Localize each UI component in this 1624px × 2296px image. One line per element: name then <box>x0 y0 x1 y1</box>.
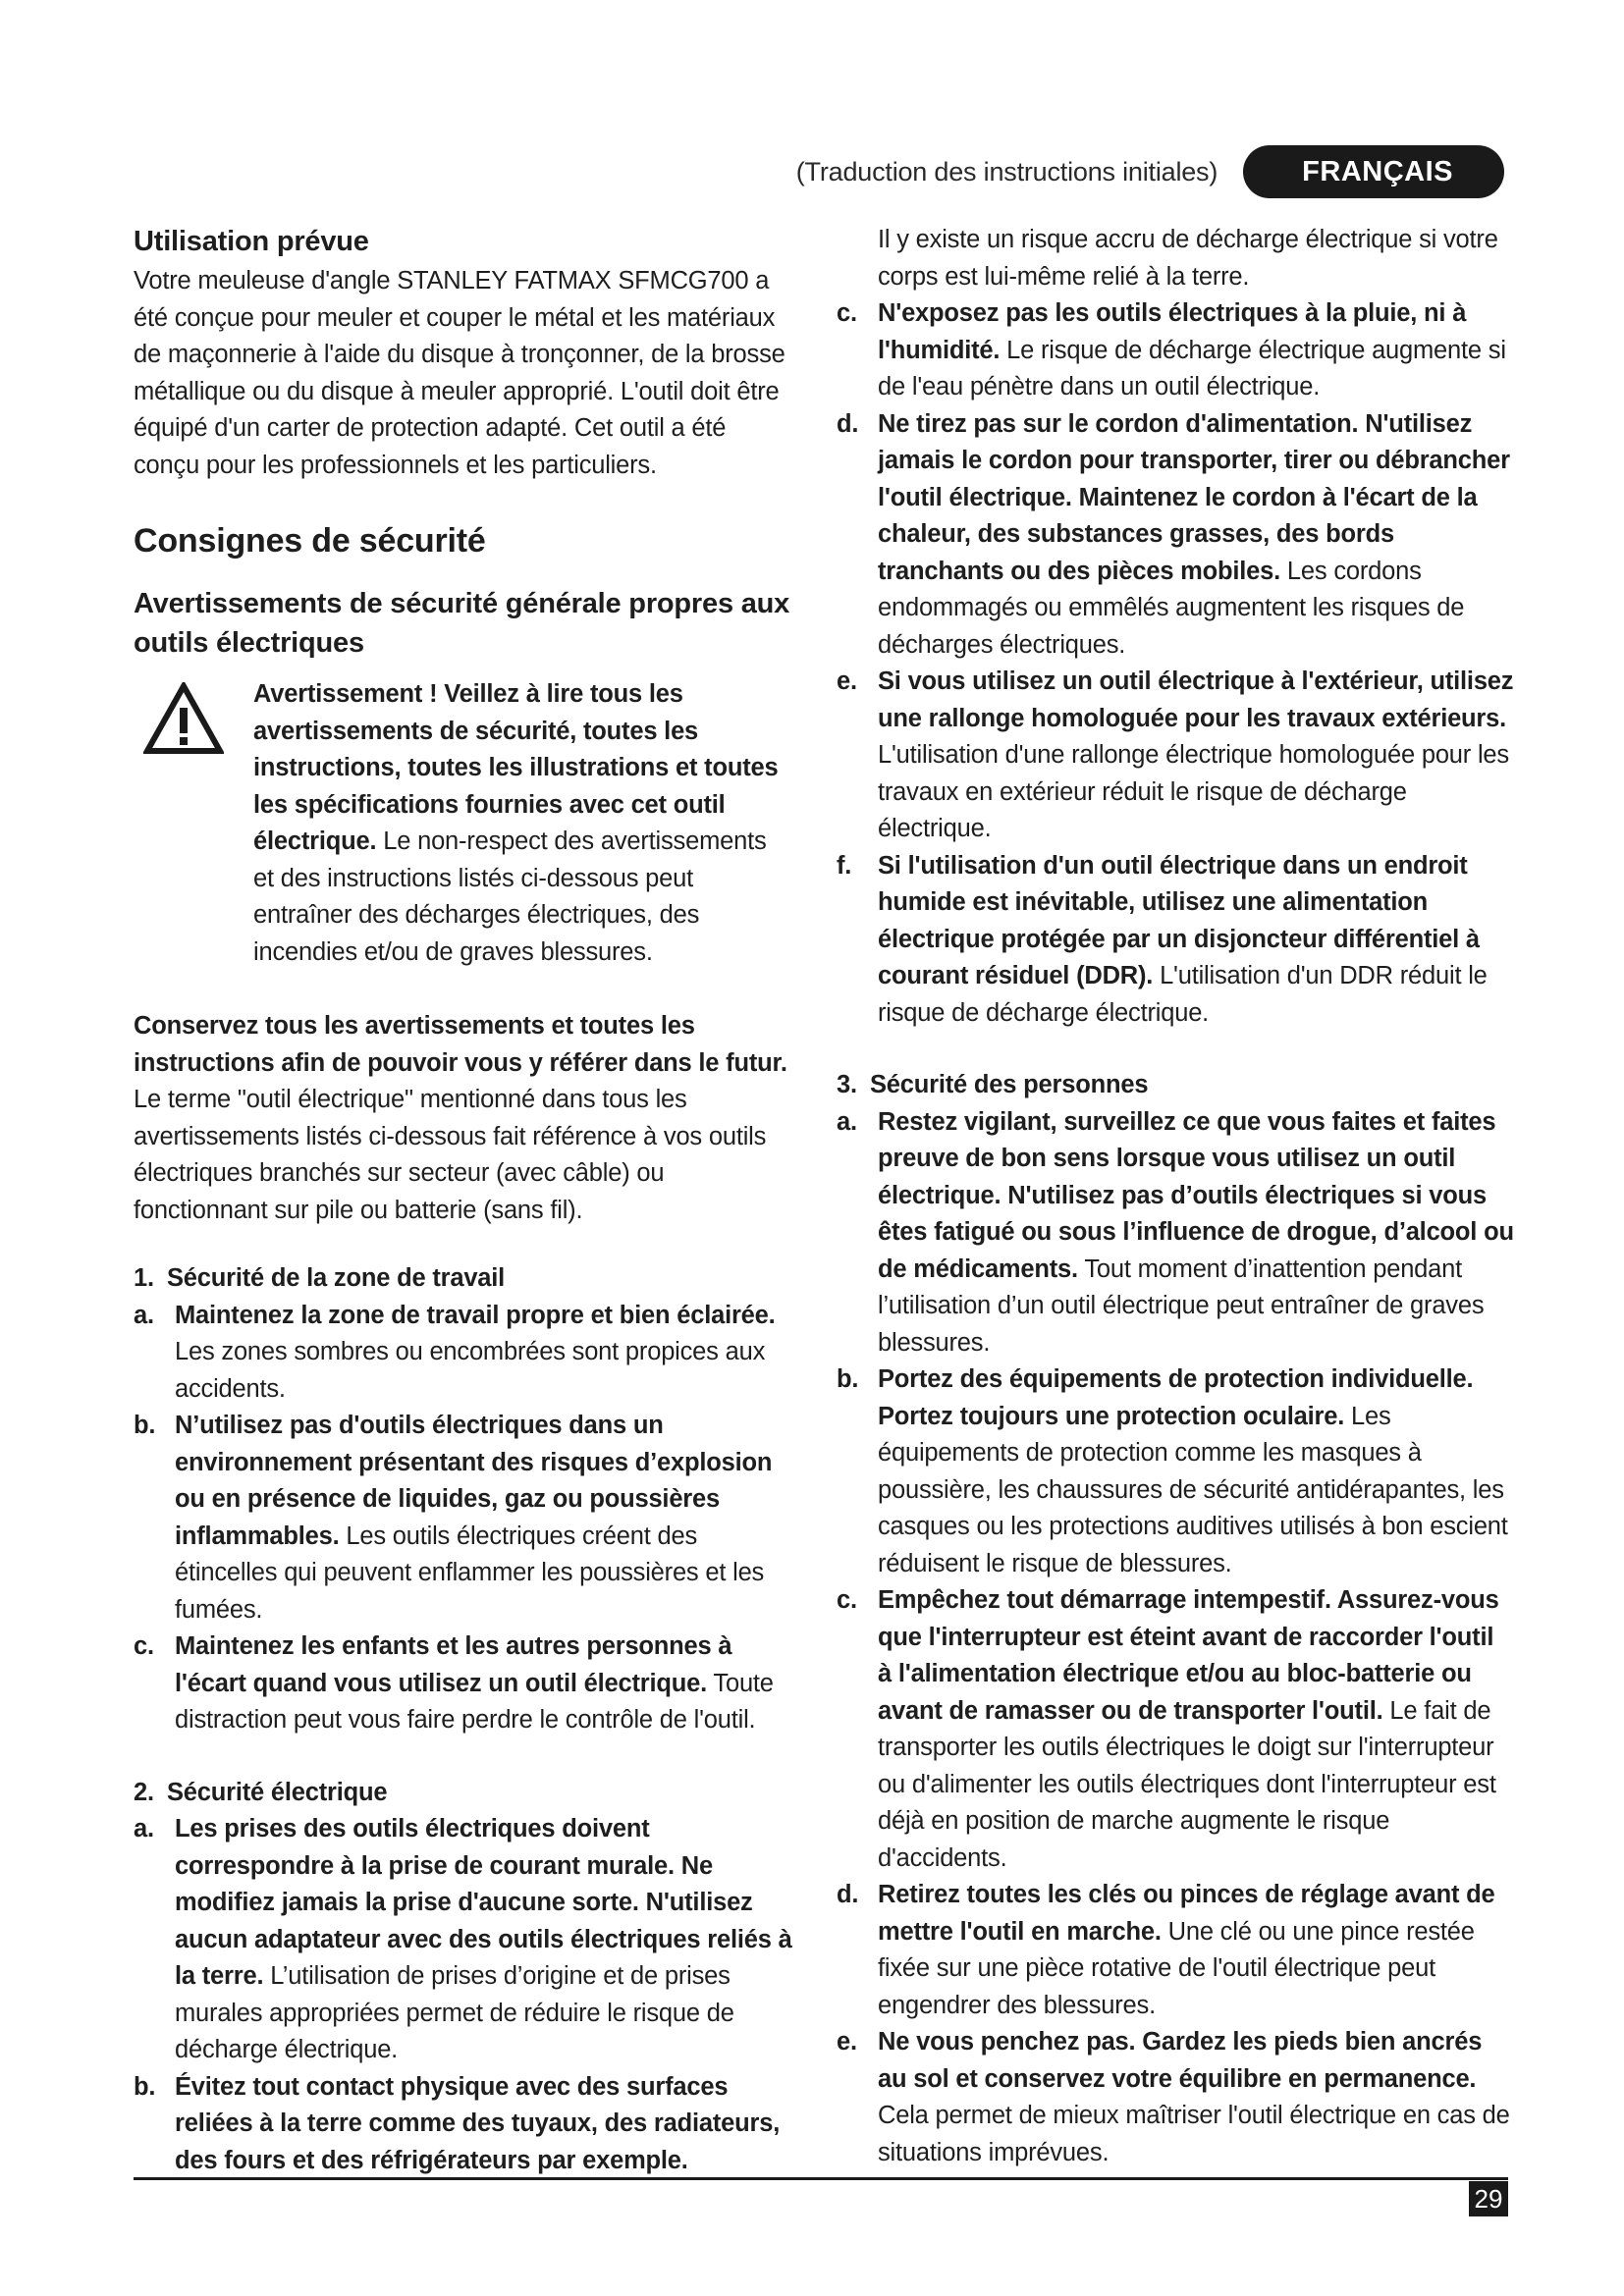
item-text: Tout moment d’inattention pendant l’utilisation d’un outil électrique peut entraîner de graves blessures. <box>878 1255 1485 1357</box>
item-bold: Maintenez la zone de travail propre et bien éclairée. <box>175 1301 776 1329</box>
section-personal-title <box>837 1067 1514 1104</box>
list-item <box>837 406 1514 665</box>
list-item <box>134 1629 793 1739</box>
item-text: Les outils électriques créent des étincelles qui peuvent enflammer les poussières et les fumées. <box>175 1522 765 1624</box>
item-letter: b. <box>837 1365 859 1393</box>
list-item <box>134 1811 793 2069</box>
spacer <box>134 1739 793 1773</box>
keep-warnings-paragraph <box>134 1008 793 1229</box>
page-number: 29 <box>1469 2181 1508 2216</box>
header-subtitle: (Traduction des instructions initiales) <box>795 156 1218 187</box>
keep-warnings-text: Le terme "outil électrique" mentionné dans tous les avertissements listés ci-dessous fait référence à vos outils électriques branchés sur secteur (avec câble) ou fonctionnant sur pile ou batterie (sans fil). <box>134 1086 767 1224</box>
section-number: 1. <box>134 1264 154 1292</box>
item-bold: N’utilisez pas d'outils électriques dans un environnement présentant des risques d’explosion ou en présence de liquides, gaz ou poussières inflammables. <box>175 1412 773 1550</box>
intended-use-title: Utilisation prévue <box>134 226 369 257</box>
list-item <box>837 664 1514 848</box>
list-item <box>134 1408 793 1629</box>
item-bold: N'exposez pas les outils électriques à la pluie, ni à l'humidité. <box>878 299 1467 364</box>
warning-triangle-icon <box>143 682 224 755</box>
general-warnings-title: Avertissements de sécurité générale propres aux outils électriques <box>134 588 790 659</box>
item-text: L'utilisation d'une rallonge électrique homologuée pour les travaux en extérieur réduit le risque de décharge électrique. <box>878 741 1509 842</box>
warning-paragraph <box>253 676 793 971</box>
item-text: Le fait de transporter les outils électriques le doigt sur l'interrupteur ou d'alimenter les outils électriques dont l'interrupteur est déjà en position de marche augmente le risque d'accidents. <box>878 1696 1496 1872</box>
item-text: Les zones sombres ou encombrées sont propices aux accidents. <box>175 1338 766 1403</box>
right-column <box>837 222 1514 2171</box>
warning-text: Le non-respect des avertissements et des instructions listés ci-dessous peut entraîner des décharges électriques, des incendies et/ou de graves blessures. <box>253 828 767 966</box>
section-number: 3. <box>837 1071 857 1098</box>
item-letter: d. <box>837 1881 859 1908</box>
item-bold: Ne tirez pas sur le cordon d'alimentation. N'utilisez jamais le cordon pour transporter, tirer ou débrancher l'outil électrique. Maintenez le cordon à l'écart de la chaleur, des substances grasses, des bords tranchants ou des pièces mobiles. <box>878 409 1510 585</box>
language-badge: FRANÇAIS <box>1243 145 1504 198</box>
list-item <box>837 1104 1514 1362</box>
item-bold: Les prises des outils électriques doivent correspondre à la prise de courant murale. Ne modifiez jamais la prise d'aucune sorte. N'utilisez aucun adaptateur avec des outils électriques reliés à la terre. <box>175 1815 792 1990</box>
section-work-area-title <box>134 1260 793 1298</box>
list-item <box>134 1298 793 1409</box>
spacer <box>837 1032 1514 1065</box>
item-bold: Retirez toutes les clés ou pinces de réglage avant de mettre l'outil en marche. <box>878 1881 1495 1946</box>
left-column <box>134 222 793 2179</box>
item-letter: f. <box>837 851 852 880</box>
item-bold: Portez des équipements de protection individuelle. Portez toujours une protection oculaire. <box>878 1365 1474 1430</box>
item-bold: Maintenez les enfants et les autres personnes à l'écart quand vous utilisez un outil électrique. <box>175 1632 732 1697</box>
item-text: Le risque de décharge électrique augmente si de l'eau pénètre dans un outil électrique. <box>878 336 1506 400</box>
item-letter: b. <box>134 1412 156 1439</box>
list-item <box>837 1877 1514 2024</box>
item-text: Les cordons endommagés ou emmêlés augmentent les risques de décharges électriques. <box>878 557 1465 659</box>
item-letter: c. <box>837 299 857 327</box>
item-bold: Évitez tout contact physique avec des surfaces reliées à la terre comme des tuyaux, des radiateurs, des fours et des réfrigérateurs par exemple. <box>175 2072 781 2174</box>
item-bold: Si l'utilisation d'un outil électrique dans un endroit humide est inévitable, utilisez une alimentation électrique protégée par un disjoncteur différentiel à courant résiduel (DDR). <box>878 851 1480 989</box>
list-item <box>837 1362 1514 1582</box>
section-title-text: Sécurité de la zone de travail <box>167 1264 506 1292</box>
item-letter: c. <box>837 1586 857 1614</box>
continuation-text: Il y existe un risque accru de décharge électrique si votre corps est lui-même relié à la terre. <box>878 226 1498 291</box>
item-letter: d. <box>837 409 859 438</box>
item-letter: a. <box>837 1107 857 1136</box>
item-text: L'utilisation d'un DDR réduit le risque de décharge électrique. <box>878 962 1488 1027</box>
item-text: Toute distraction peut vous faire perdre le contrôle de l'outil. <box>175 1669 774 1734</box>
item-letter: c. <box>134 1632 154 1660</box>
list-item <box>837 1582 1514 1877</box>
item-letter: b. <box>134 2072 156 2101</box>
item-letter: e. <box>837 667 857 695</box>
list-item <box>134 2069 793 2180</box>
list-item <box>837 2024 1514 2171</box>
item-bold: Empêchez tout démarrage intempestif. Assurez-vous que l'interrupteur est éteint avant de raccorder l'outil à l'alimentation électrique et/ou au bloc-batterie ou avant de ramasser ou de transporter l'outil. <box>878 1586 1499 1725</box>
keep-warnings-bold: Conservez tous les avertissements et toutes les instructions afin de pouvoir vous y référer dans le futur. <box>134 1012 787 1077</box>
warning-bold: Avertissement ! Veillez à lire tous les avertissements de sécurité, toutes les instructions, toutes les illustrations et toutes les spécifications fournies avec cet outil électrique. <box>253 680 779 855</box>
section-electrical-title <box>134 1775 793 1812</box>
item-text: Une clé ou une pince restée fixée sur une pièce rotative de l'outil électrique peut engendrer des blessures. <box>878 1917 1475 2019</box>
item-bold: Restez vigilant, surveillez ce que vous faites et faites preuve de bon sens lorsque vous utilisez un outil électrique. N'utilisez pas d’outils électriques si vous êtes fatigué ou sous l’influence de drogue, d’alcool ou de médicaments. <box>878 1107 1514 1283</box>
safety-title: Consignes de sécurité <box>134 522 486 560</box>
item-bold: Si vous utilisez un outil électrique à l'extérieur, utilisez une rallonge homologuée pour les travaux extérieurs. <box>878 667 1514 732</box>
warning-block <box>134 676 793 971</box>
item-letter: a. <box>134 1815 154 1842</box>
page-header <box>796 145 1504 198</box>
section-title-text: Sécurité électrique <box>167 1778 388 1806</box>
footer-rule <box>134 2177 1508 2180</box>
intended-use-text: Votre meuleuse d'angle STANLEY FATMAX SFMCG700 a été conçue pour meuler et couper le métal et les matériaux de maçonnerie à l'aide du disque à tronçonner, de la brosse métallique ou du disque à meuler approprié. L'outil doit être équipé d'un carter de protection adapté. Cet outil a été conçu pour les professionnels et les particuliers. <box>134 267 785 479</box>
section-title-text: Sécurité des personnes <box>870 1071 1149 1098</box>
list-item <box>837 848 1514 1033</box>
item-bold: Ne vous penchez pas. Gardez les pieds bien ancrés au sol et conservez votre équilibre en permanence. <box>878 2028 1483 2093</box>
list-item <box>837 295 1514 406</box>
item-letter: e. <box>837 2028 857 2056</box>
item-text: L’utilisation de prises d’origine et de prises murales appropriées permet de réduire le risque de décharge électrique. <box>175 1962 734 2063</box>
section-number: 2. <box>134 1778 154 1806</box>
item-text: Cela permet de mieux maîtriser l'outil électrique en cas de situations imprévues. <box>878 2102 1510 2166</box>
item-text: Les équipements de protection comme les masques à poussière, les chaussures de sécurité antidérapantes, les casques ou les protections auditives utilisés à bon escient réduisent le risque de blessures. <box>878 1402 1508 1577</box>
item-letter: a. <box>134 1301 154 1329</box>
